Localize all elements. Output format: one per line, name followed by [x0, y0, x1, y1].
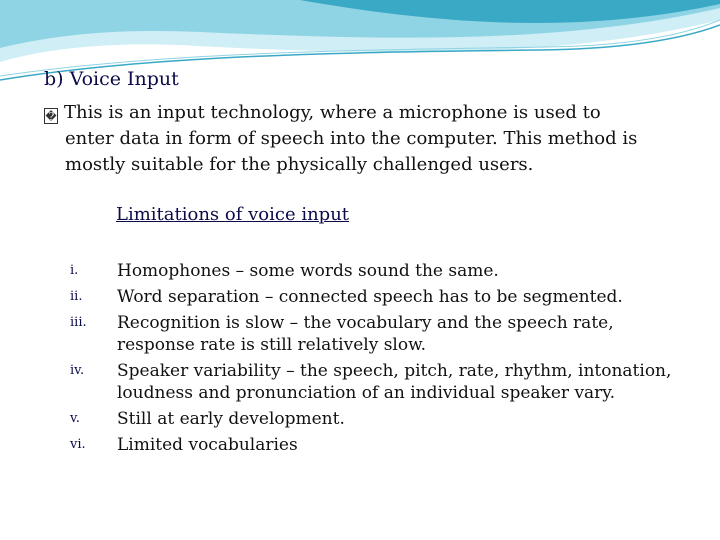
list-item-number: iv. [70, 363, 85, 378]
list-item-text: Speaker variability – the speech, pitch, rate, rhythm, intonation, loudness and pronunciation of an individual speaker vary. [117, 361, 672, 403]
list-item [70, 434, 690, 456]
list-item-number: iii. [70, 315, 87, 330]
limitations-list [70, 260, 690, 460]
list-item [70, 360, 690, 404]
limitations-heading: Limitations of voice input [116, 204, 350, 225]
list-item-text: Homophones – some words sound the same. [117, 261, 499, 281]
list-item [70, 312, 690, 356]
list-item-number: ii. [70, 289, 83, 304]
list-item-number: i. [70, 263, 79, 278]
list-item-text: Limited vocabularies [117, 435, 298, 455]
intro-line1-text: This is an input technology, where a microphone is used to [64, 102, 601, 123]
list-item-text: Recognition is slow – the vocabulary and the speech rate, response rate is still relatively slow. [117, 313, 614, 355]
list-item [70, 408, 690, 430]
list-item-text: Word separation – connected speech has to be segmented. [117, 287, 623, 307]
list-item [70, 260, 690, 282]
intro-first-line [44, 100, 694, 126]
intro-continuation: enter data in form of speech into the computer. This method is mostly suitable for the physically challenged users. [65, 128, 638, 175]
intro-paragraph [44, 100, 694, 178]
bullet-icon: � [45, 110, 57, 123]
list-item-number: vi. [70, 437, 86, 452]
list-item [70, 286, 690, 308]
section-title: b) Voice Input [44, 68, 179, 90]
list-item-number: v. [70, 411, 80, 426]
list-item-text: Still at early development. [117, 409, 345, 429]
